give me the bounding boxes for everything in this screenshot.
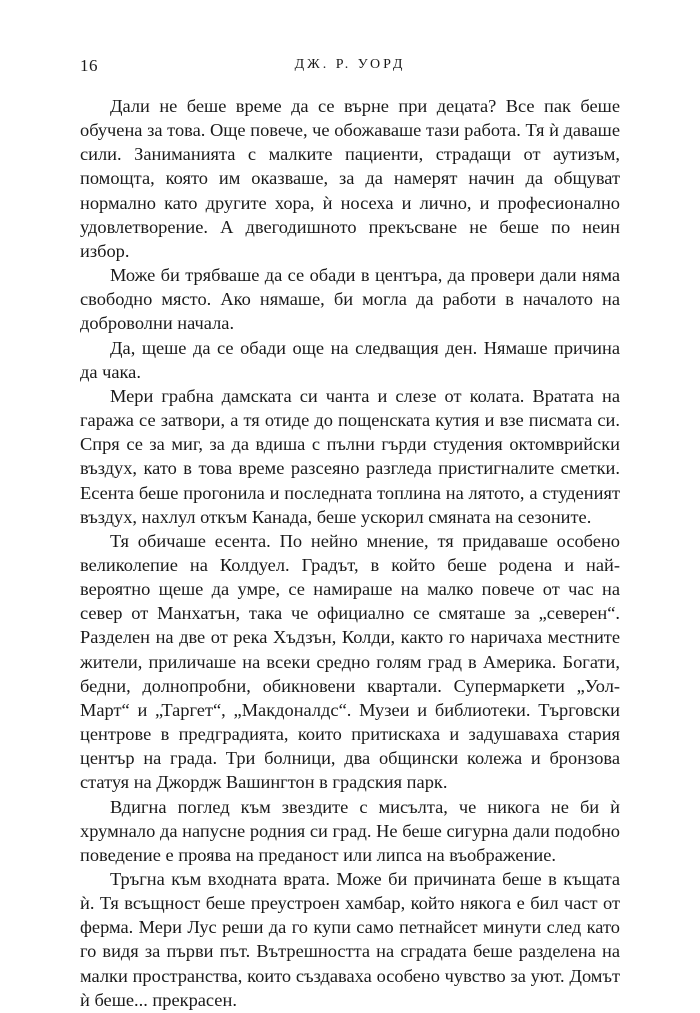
paragraph: Дали не беше време да се върне при децата? Все пак беше обучена за това. Още повече, че обожаваше тази работа. Тя ѝ даваше сили. Заниманията с малките пациенти, страдащи от аутизъм, помощта, която им оказваше, за да намерят начин да общуват нормално като другите хора, ѝ носеха и лично, и професионално удовлетворение. А двегодишното прекъсване не беше по неин избор.	[80, 96, 620, 261]
paragraph: Може би трябваше да се обади в центъра, да провери дали няма свободно място. Ако нямаше, би могла да работи в началото на доброволни начала.	[80, 265, 620, 334]
paragraph: Тя обичаше есента. По нейно мнение, тя придаваше особено великолепие на Колдуел. Градът, в който беше родена и най-вероятно щеше да умре, се намираше на малко повече от час на север от Манхатън, така че официално се смяташе за „северен“. Разделен на две от река Хъдзън, Колди, както го наричаха местните жители, приличаше на всеки средно голям град в Америка. Богати, бедни, долнопробни, обикновени квартали. Супермаркети „Уол-Март“ и „Таргет“, „Макдоналдс“. Музеи и библиотеки. Търговски центрове в предградията, които притискаха и задушаваха стария център на града. Три болници, два общински колежа и бронзова статуя на Джордж Вашингтон в градския парк.	[80, 530, 620, 793]
running-head: ДЖ. Р. УОРД	[294, 57, 406, 72]
paragraph: Тръгна към входната врата. Може би причината беше в къщата ѝ. Тя всъщност беше преустроен хамбар, който някога е бил част от ферма. Мери Лус реши да го купи само петнайсет минути след като го видя за първи път. Вътрешността на сградата беше разделена на малки пространства, които създаваха особено чувство за уют. Домът ѝ беше... прекрасен.	[80, 869, 620, 1010]
paragraph: Да, щеше да се обади още на следващия ден. Нямаше причина да чака.	[80, 337, 620, 382]
body-text	[80, 94, 620, 1012]
page-number: 16	[80, 56, 98, 75]
paragraph: Мери грабна дамската си чанта и слезе от колата. Вратата на гаража се затвори, а тя отиде до пощенската кутия и взе писмата си. Спря се за миг, за да вдиша с пълни гърди студения октомврийски въздух, като в това време разсеяно разгледа пристигналите сметки. Есента беше прогонила и последната топлина на лятото, а студеният въздух, нахлул откъм Канада, беше ускорил смяната на сезоните.	[80, 385, 620, 527]
page-header	[80, 56, 620, 80]
paragraph: Вдигна поглед към звездите с мисълта, че никога не би ѝ хрумнало да напусне родния си град. Не беше сигурна дали подобно поведение е проява на преданост или липса на въображение.	[80, 796, 620, 865]
